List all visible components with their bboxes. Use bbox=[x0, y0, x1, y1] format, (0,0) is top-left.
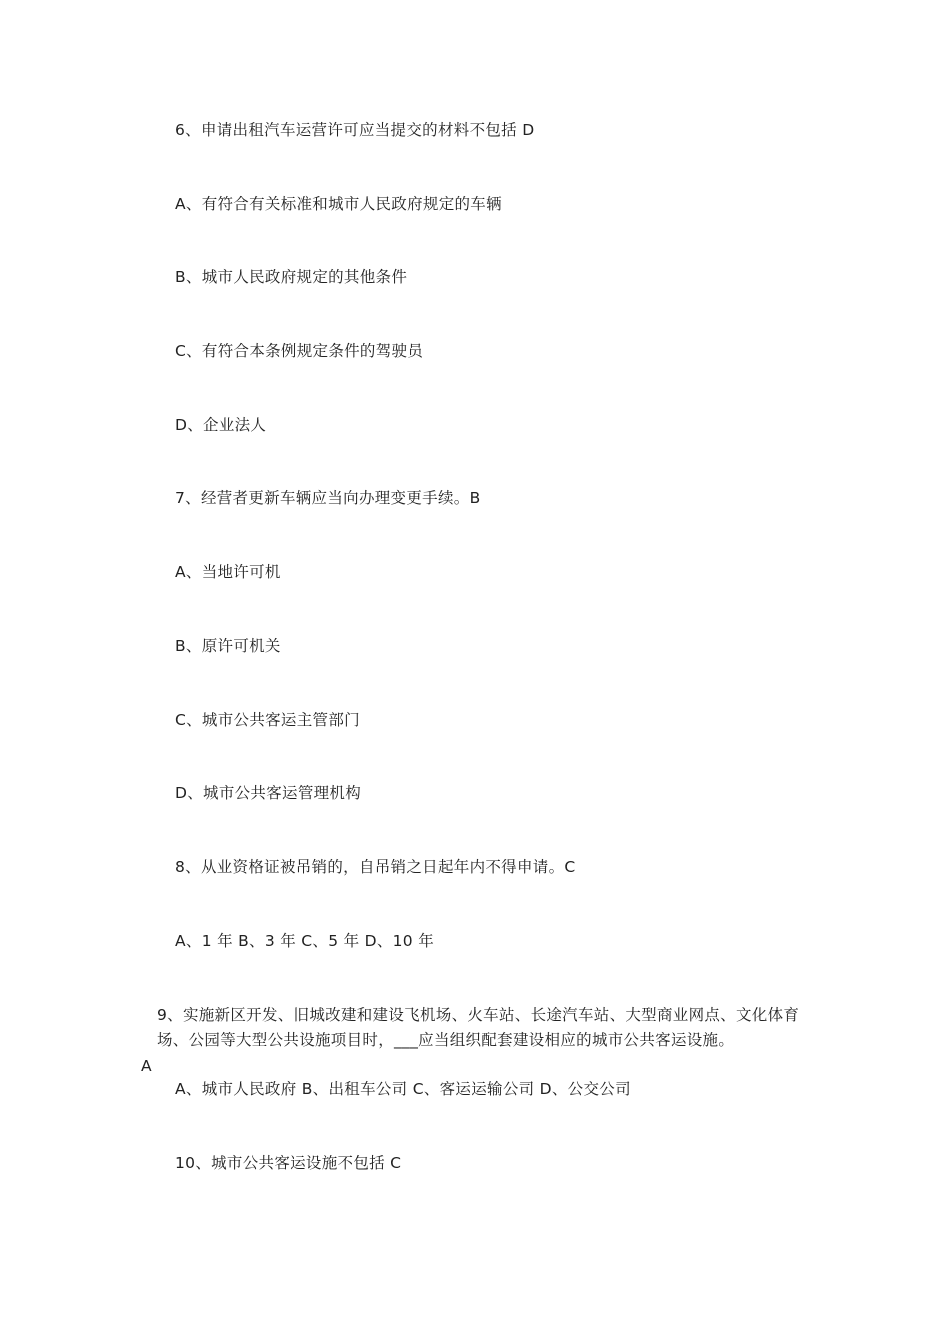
question-7-option-b: B、原许可机关 bbox=[175, 637, 281, 655]
question-6-option-c: C、有符合本条例规定条件的驾驶员 bbox=[175, 342, 424, 360]
question-6-option-d: D、企业法人 bbox=[175, 416, 267, 434]
question-7-option-d: D、城市公共客运管理机构 bbox=[175, 784, 362, 802]
question-10: 10、城市公共客运设施不包括 C bbox=[175, 1154, 402, 1172]
question-8-options: A、1 年 B、3 年 C、5 年 D、10 年 bbox=[175, 932, 434, 950]
question-7-option-a: A、当地许可机 bbox=[175, 563, 281, 581]
question-6: 6、申请出租汽车运营许可应当提交的材料不包括 D bbox=[175, 121, 535, 139]
question-9-answer: A bbox=[141, 1057, 152, 1075]
question-9-options: A、城市人民政府 B、出租车公司 C、客运运输公司 D、公交公司 bbox=[175, 1080, 631, 1098]
question-6-option-a: A、有符合有关标准和城市人民政府规定的车辆 bbox=[175, 195, 502, 213]
question-9: 9、实施新区开发、旧城改建和建设飞机场、火车站、长途汽车站、大型商业网点、文化体育场、公园等大型公共设施项目时，___应当组织配套建设相应的城市公共客运设施。 bbox=[157, 1006, 800, 1049]
question-7: 7、经营者更新车辆应当向办理变更手续。B bbox=[175, 489, 481, 507]
question-6-option-b: B、城市人民政府规定的其他条件 bbox=[175, 268, 408, 286]
question-8: 8、从业资格证被吊销的，自吊销之日起年内不得申请。C bbox=[175, 858, 576, 876]
question-7-option-c: C、城市公共客运主管部门 bbox=[175, 711, 360, 729]
